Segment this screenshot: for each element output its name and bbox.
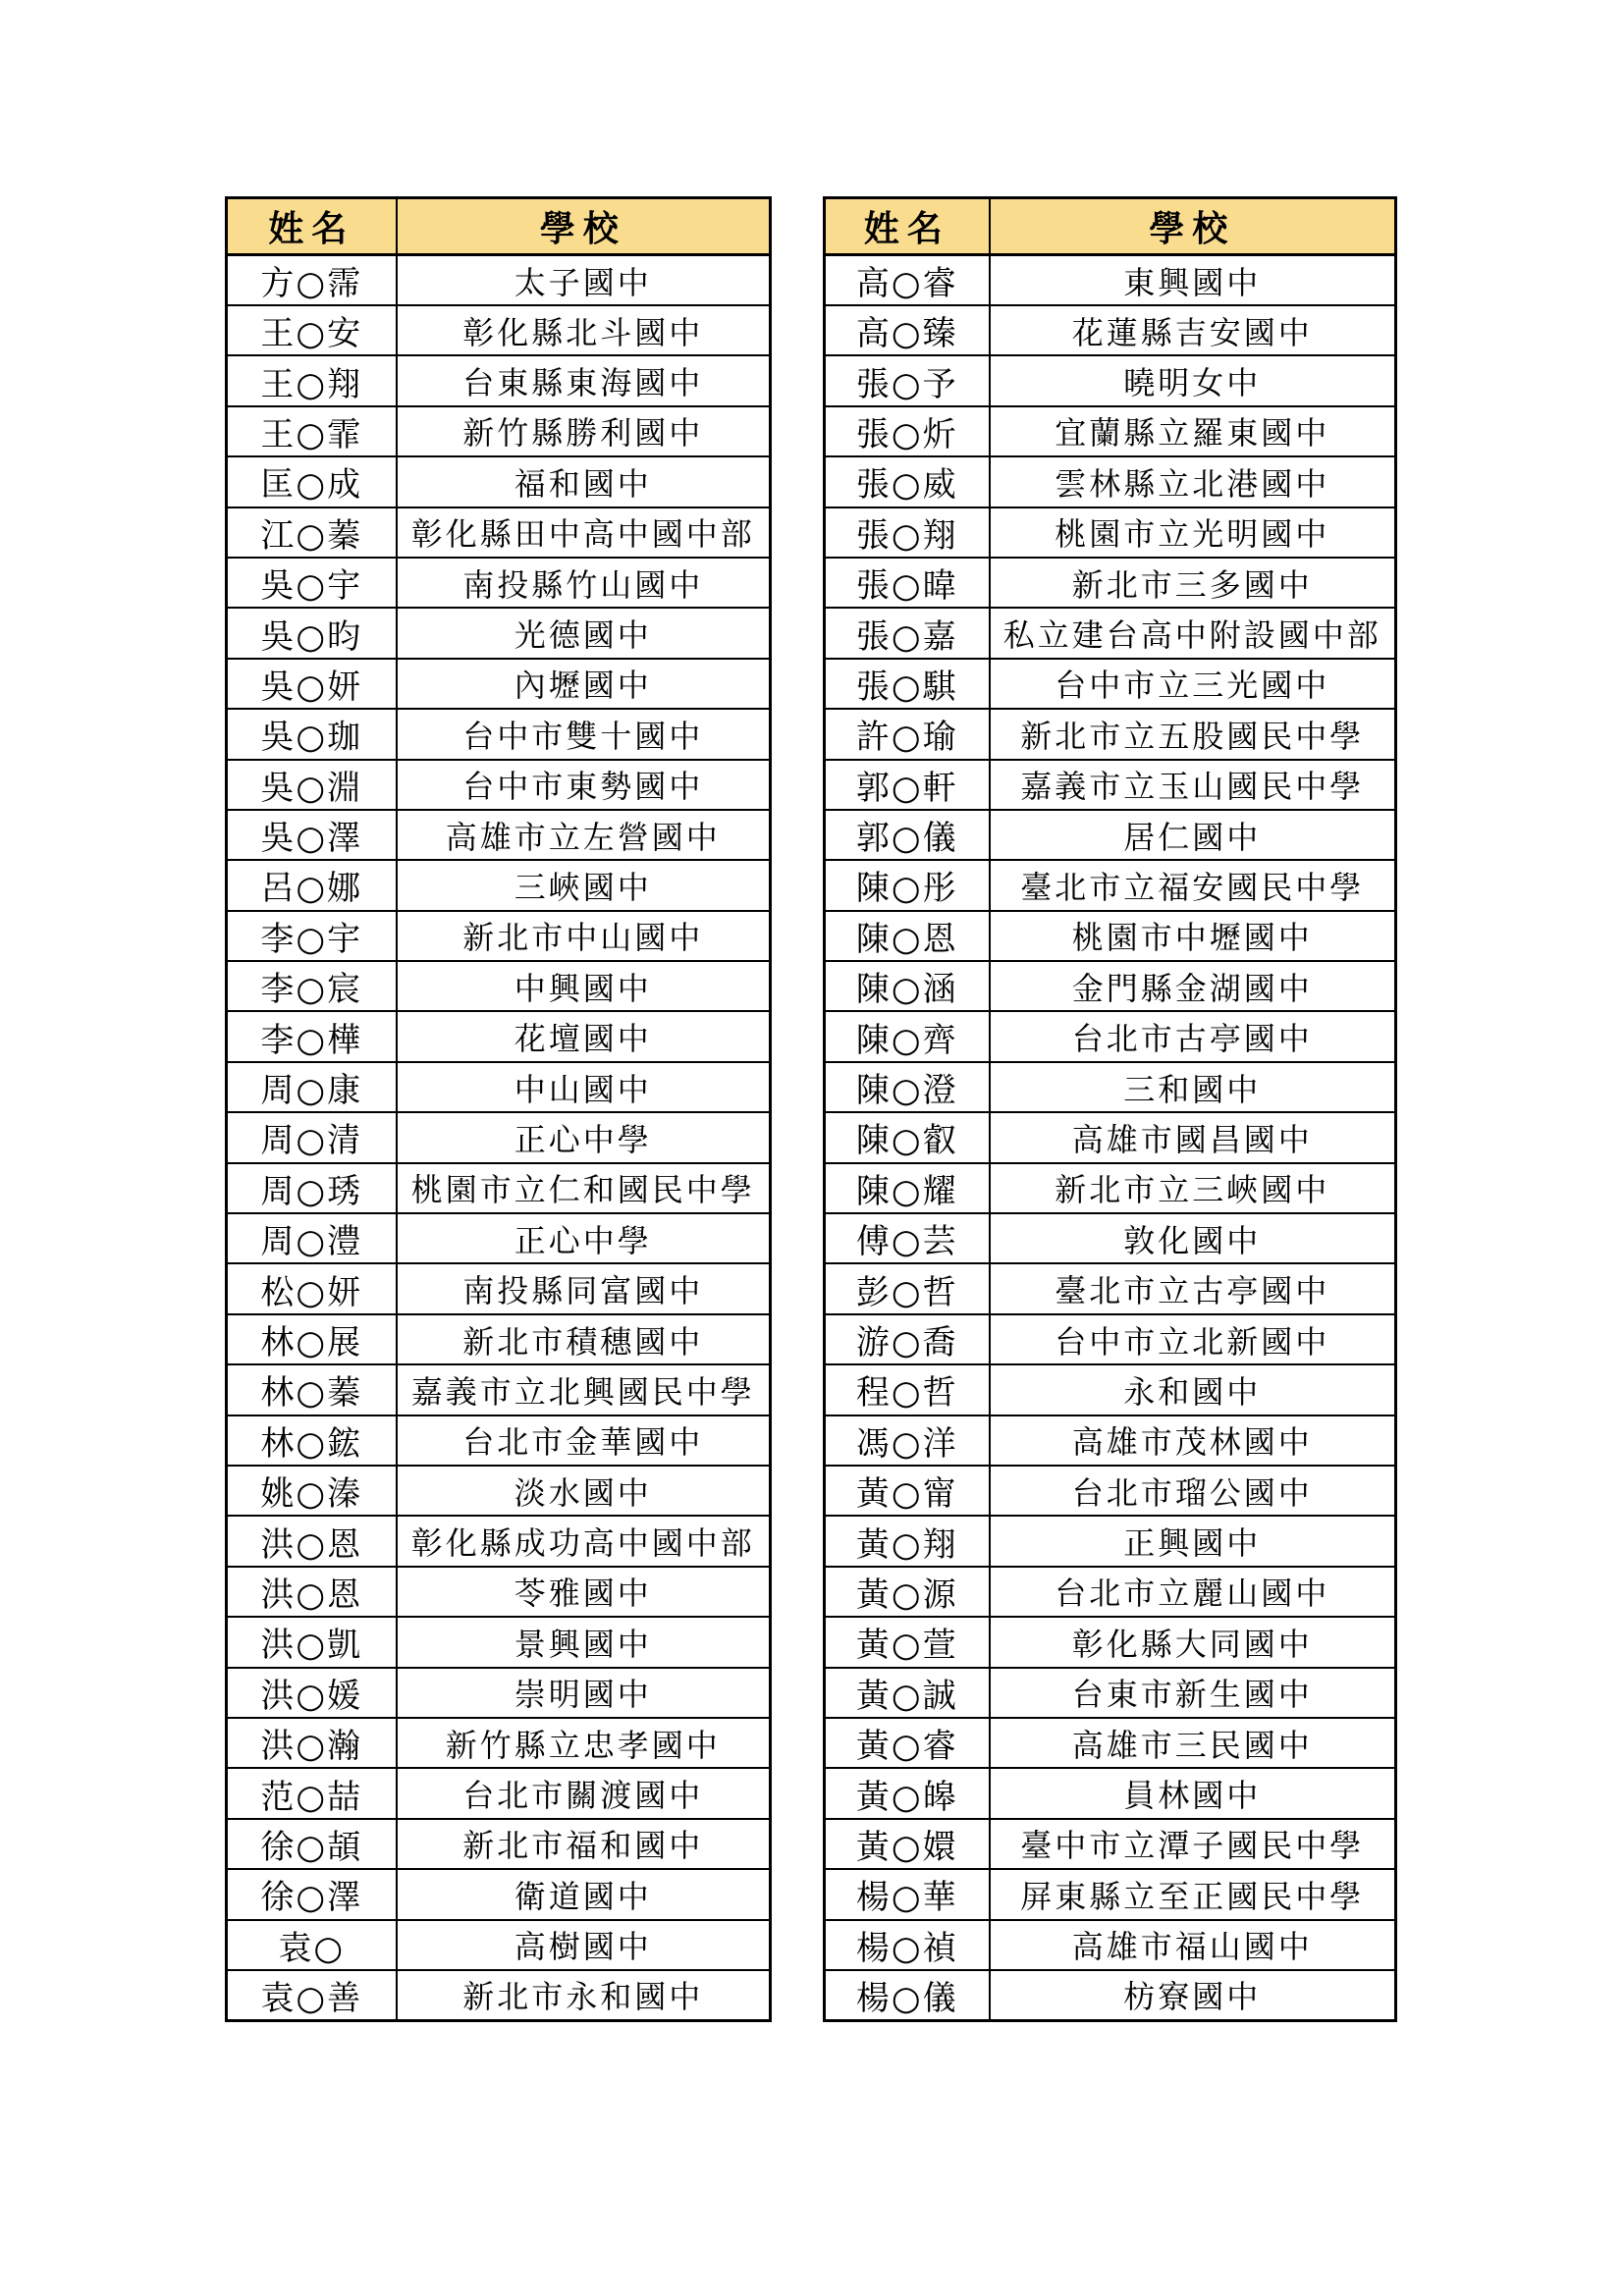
student-name: 匡○成 [227,456,397,507]
school-name: 景興國中 [397,1617,771,1667]
student-name: 周○清 [227,1112,397,1162]
student-name: 黃○萱 [825,1617,990,1667]
student-name: 陳○叡 [825,1112,990,1162]
table-row [227,1970,771,2021]
school-name: 台北市金華國中 [397,1415,771,1466]
school-name: 敦化國中 [990,1213,1396,1263]
school-name: 彰化縣大同國中 [990,1617,1396,1667]
school-name: 臺北市立古亭國中 [990,1263,1396,1313]
school-column-header: 學校 [397,198,771,255]
student-name: 張○炘 [825,406,990,456]
student-name: 洪○恩 [227,1567,397,1617]
student-name: 陳○彤 [825,860,990,910]
table-row [227,961,771,1011]
table-row [825,1970,1396,2021]
student-name: 高○睿 [825,255,990,306]
student-name: 周○澧 [227,1213,397,1263]
table-row [825,255,1396,306]
table-row [227,305,771,355]
table-row [227,1567,771,1617]
table-row [227,1263,771,1313]
school-name: 太子國中 [397,255,771,306]
table-row [227,255,771,306]
table-row [825,355,1396,405]
school-name: 新竹縣立忠孝國中 [397,1718,771,1768]
school-name: 新北市立五股國民中學 [990,709,1396,759]
student-name: 黃○嬛 [825,1819,990,1869]
table-row [825,1920,1396,1970]
school-name: 台東市新生國中 [990,1668,1396,1718]
table-row [825,860,1396,910]
table-row [227,1718,771,1768]
school-name: 中山國中 [397,1062,771,1112]
header-row [825,198,1396,255]
school-name: 花蓮縣吉安國中 [990,305,1396,355]
school-name: 桃園市立仁和國民中學 [397,1163,771,1213]
student-name: 黃○翔 [825,1516,990,1566]
table-row [825,1163,1396,1213]
school-name: 屏東縣立至正國民中學 [990,1869,1396,1919]
school-name: 臺中市立潭子國民中學 [990,1819,1396,1869]
school-name: 彰化縣成功高中國中部 [397,1516,771,1566]
table-row [227,1062,771,1112]
table-row [825,810,1396,860]
table-row [227,860,771,910]
table-row [227,911,771,961]
table-row [227,1364,771,1415]
table-row [227,1768,771,1818]
student-name: 楊○禎 [825,1920,990,1970]
table-row [227,709,771,759]
table-row [825,1062,1396,1112]
name-column-header: 姓名 [227,198,397,255]
school-name: 高雄市三民國中 [990,1718,1396,1768]
student-name: 黃○睿 [825,1718,990,1768]
student-name: 周○康 [227,1062,397,1112]
school-name: 東興國中 [990,255,1396,306]
school-name: 新竹縣勝利國中 [397,406,771,456]
table-row [227,1415,771,1466]
school-name: 正心中學 [397,1112,771,1162]
table-row [825,558,1396,608]
table-row [825,1314,1396,1364]
school-name: 台北市立麗山國中 [990,1567,1396,1617]
table-row [227,760,771,810]
school-name: 台中市立北新國中 [990,1314,1396,1364]
student-name: 吳○宇 [227,558,397,608]
student-name: 李○樺 [227,1011,397,1061]
table-row [825,406,1396,456]
student-name: 吳○珈 [227,709,397,759]
table-row [825,1567,1396,1617]
school-name: 曉明女中 [990,355,1396,405]
student-name: 呂○娜 [227,860,397,910]
school-name: 崇明國中 [397,1668,771,1718]
left-roster-table [225,196,772,2022]
student-name: 張○予 [825,355,990,405]
school-name: 台東縣東海國中 [397,355,771,405]
table-row [227,1617,771,1667]
student-name: 程○哲 [825,1364,990,1415]
school-name: 私立建台高中附設國中部 [990,608,1396,658]
student-name: 黃○皞 [825,1768,990,1818]
table-row [825,1617,1396,1667]
school-name: 台北市瑠公國中 [990,1466,1396,1516]
student-name: 范○喆 [227,1768,397,1818]
student-name: 郭○軒 [825,760,990,810]
school-name: 永和國中 [990,1364,1396,1415]
student-name: 李○宇 [227,911,397,961]
student-name: 洪○瀚 [227,1718,397,1768]
header-row [227,198,771,255]
student-name: 彭○哲 [825,1263,990,1313]
right-table-body [825,255,1396,2021]
student-name: 江○蓁 [227,507,397,558]
name-column-header: 姓名 [825,198,990,255]
table-row [825,911,1396,961]
student-name: 張○翔 [825,507,990,558]
student-name: 陳○耀 [825,1163,990,1213]
student-name: 吳○淵 [227,760,397,810]
table-row [227,507,771,558]
student-name: 楊○儀 [825,1970,990,2021]
school-name: 台中市雙十國中 [397,709,771,759]
table-row [227,1819,771,1869]
table-row [227,456,771,507]
school-name: 桃園市中壢國中 [990,911,1396,961]
school-name: 正心中學 [397,1213,771,1263]
right-roster-table [823,196,1397,2022]
table-row [227,558,771,608]
student-name: 王○霏 [227,406,397,456]
table-row [825,608,1396,658]
school-name: 新北市福和國中 [397,1819,771,1869]
student-name: 郭○儀 [825,810,990,860]
school-name: 高雄市立左營國中 [397,810,771,860]
school-name: 南投縣同富國中 [397,1263,771,1313]
student-name: 陳○涵 [825,961,990,1011]
school-column-header: 學校 [990,198,1396,255]
table-row [825,709,1396,759]
table-row [825,305,1396,355]
table-row [825,1213,1396,1263]
student-name: 馮○洋 [825,1415,990,1466]
student-name: 方○霈 [227,255,397,306]
student-name: 洪○媛 [227,1668,397,1718]
school-name: 新北市中山國中 [397,911,771,961]
school-name: 高雄市國昌國中 [990,1112,1396,1162]
student-name: 周○琇 [227,1163,397,1213]
school-name: 新北市永和國中 [397,1970,771,2021]
student-name: 黃○誠 [825,1668,990,1718]
student-name: 吳○澤 [227,810,397,860]
school-name: 中興國中 [397,961,771,1011]
table-row [825,507,1396,558]
table-row [227,1163,771,1213]
student-name: 游○喬 [825,1314,990,1364]
table-row [825,456,1396,507]
table-row [227,1920,771,1970]
school-name: 宜蘭縣立羅東國中 [990,406,1396,456]
table-row [825,1415,1396,1466]
school-name: 嘉義市立北興國民中學 [397,1364,771,1415]
student-name: 傅○芸 [825,1213,990,1263]
table-row [227,810,771,860]
student-name: 林○鋐 [227,1415,397,1466]
school-name: 花壇國中 [397,1011,771,1061]
table-row [825,1364,1396,1415]
school-name: 正興國中 [990,1516,1396,1566]
table-row [825,659,1396,709]
school-name: 內壢國中 [397,659,771,709]
table-row [825,760,1396,810]
school-name: 居仁國中 [990,810,1396,860]
table-row [825,1516,1396,1566]
student-name: 張○威 [825,456,990,507]
student-name: 許○瑜 [825,709,990,759]
table-row [227,1213,771,1263]
student-name: 徐○澤 [227,1869,397,1919]
school-name: 台中市立三光國中 [990,659,1396,709]
student-name: 張○騏 [825,659,990,709]
student-name: 張○暐 [825,558,990,608]
school-name: 金門縣金湖國中 [990,961,1396,1011]
table-row [825,1819,1396,1869]
table-row [825,1011,1396,1061]
school-name: 南投縣竹山國中 [397,558,771,608]
student-name: 高○臻 [825,305,990,355]
school-name: 淡水國中 [397,1466,771,1516]
school-name: 嘉義市立玉山國民中學 [990,760,1396,810]
school-name: 雲林縣立北港國中 [990,456,1396,507]
student-name: 黃○源 [825,1567,990,1617]
table-row [227,1516,771,1566]
school-name: 臺北市立福安國民中學 [990,860,1396,910]
table-row [227,1112,771,1162]
student-name: 李○宸 [227,961,397,1011]
school-name: 福和國中 [397,456,771,507]
student-name: 吳○妍 [227,659,397,709]
school-name: 高樹國中 [397,1920,771,1970]
student-name: 陳○恩 [825,911,990,961]
school-name: 三和國中 [990,1062,1396,1112]
school-name: 台北市古亭國中 [990,1011,1396,1061]
student-name: 林○展 [227,1314,397,1364]
school-name: 光德國中 [397,608,771,658]
school-name: 高雄市福山國中 [990,1920,1396,1970]
student-name: 松○妍 [227,1263,397,1313]
student-name: 洪○凱 [227,1617,397,1667]
school-name: 三峽國中 [397,860,771,910]
student-name: 張○嘉 [825,608,990,658]
table-row [227,608,771,658]
student-name: 楊○華 [825,1869,990,1919]
student-name: 袁○善 [227,1970,397,2021]
school-name: 新北市立三峽國中 [990,1163,1396,1213]
left-table-body [227,255,771,2021]
school-name: 台北市關渡國中 [397,1768,771,1818]
table-row [227,355,771,405]
table-row [227,1314,771,1364]
student-name: 黃○甯 [825,1466,990,1516]
table-row [227,659,771,709]
student-name: 袁○ [227,1920,397,1970]
student-name: 林○蓁 [227,1364,397,1415]
table-row [227,1466,771,1516]
table-row [825,1869,1396,1919]
table-row [825,1112,1396,1162]
student-name: 王○安 [227,305,397,355]
student-name: 王○翔 [227,355,397,405]
school-name: 苓雅國中 [397,1567,771,1617]
school-name: 高雄市茂林國中 [990,1415,1396,1466]
student-name: 洪○恩 [227,1516,397,1566]
table-row [825,961,1396,1011]
school-name: 員林國中 [990,1768,1396,1818]
school-name: 新北市積穗國中 [397,1314,771,1364]
left-table-header [227,198,771,255]
school-name: 新北市三多國中 [990,558,1396,608]
right-table-header [825,198,1396,255]
table-row [825,1263,1396,1313]
table-row [227,406,771,456]
school-name: 台中市東勢國中 [397,760,771,810]
student-name: 姚○溱 [227,1466,397,1516]
student-name: 陳○齊 [825,1011,990,1061]
school-name: 衛道國中 [397,1869,771,1919]
school-name: 彰化縣北斗國中 [397,305,771,355]
school-name: 桃園市立光明國中 [990,507,1396,558]
table-row [825,1668,1396,1718]
student-name: 徐○頡 [227,1819,397,1869]
table-row [227,1869,771,1919]
student-name: 陳○澄 [825,1062,990,1112]
table-row [825,1466,1396,1516]
table-row [227,1011,771,1061]
table-row [825,1718,1396,1768]
school-name: 彰化縣田中高中國中部 [397,507,771,558]
student-name: 吳○昀 [227,608,397,658]
table-row [227,1668,771,1718]
school-name: 枋寮國中 [990,1970,1396,2021]
table-row [825,1768,1396,1818]
